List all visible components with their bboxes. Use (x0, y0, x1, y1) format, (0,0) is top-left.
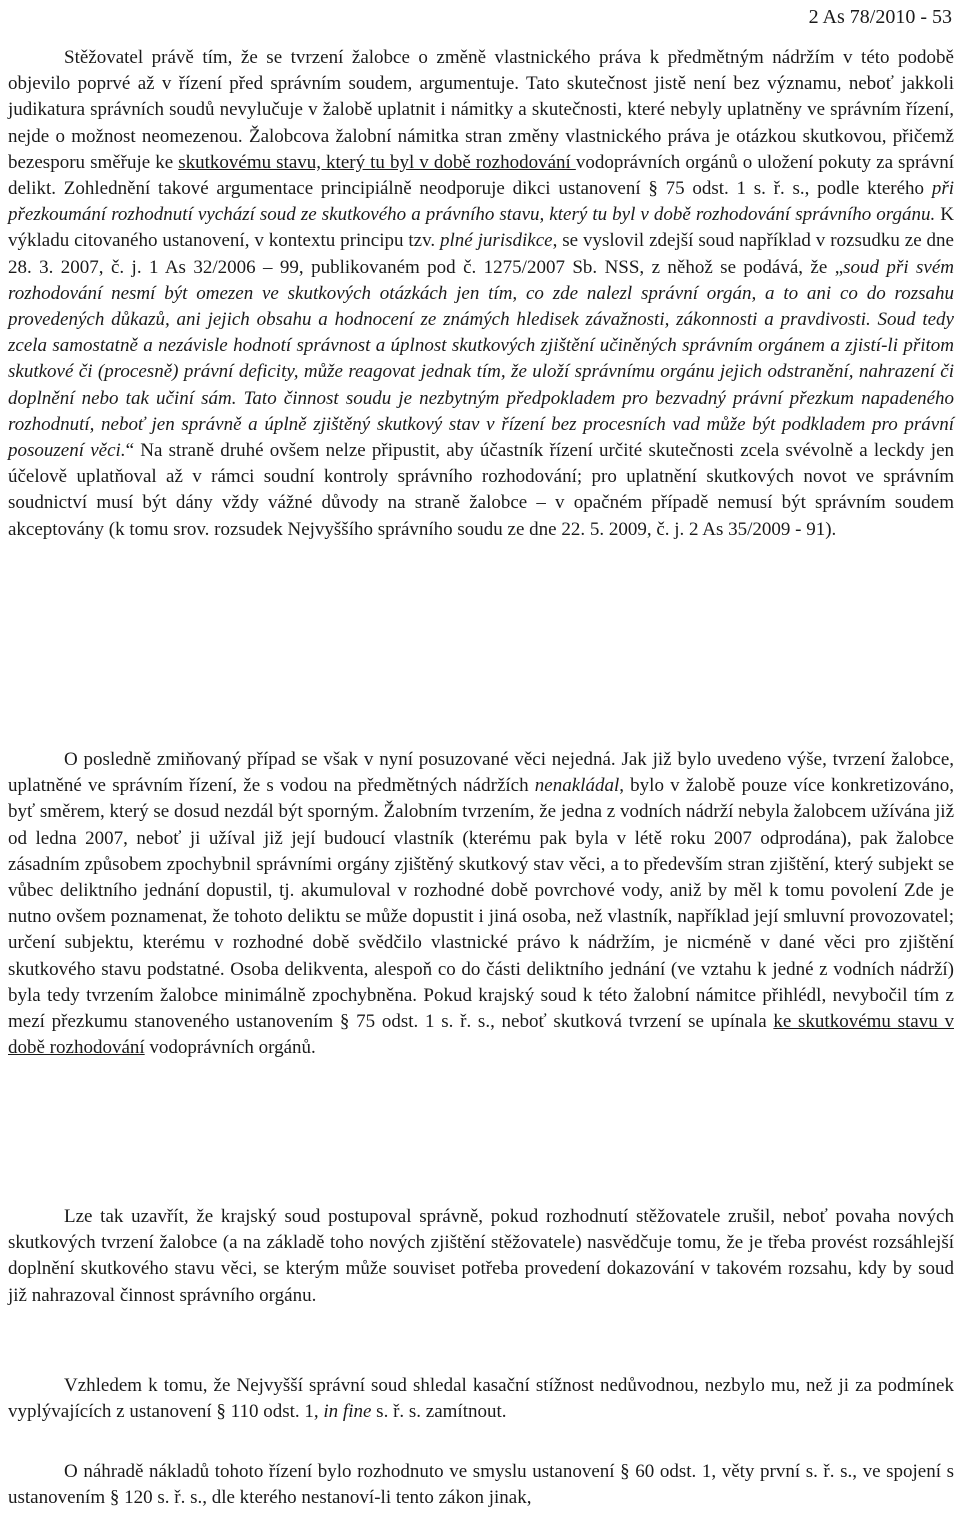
paragraph-2-segment-0: O posledně zmiňovaný případ se však v nyní posuzované věci nejedná. Jak již bylo uvedeno výše, tvrzení žalobce, uplatněné ve správním řízení, že s vodou na předmětných nádržích (8, 749, 954, 797)
paragraph-1-segment-6: , se vyslovil zdejší soud například v rozsudku ze dne 28. 3. 2007, č. j. 1 As 32/2006 – 99, publikovaném pod č. 1275/2007 Sb. NSS, z něhož se podává, že „ (8, 230, 954, 278)
paragraph-1-segment-7: soud při svém rozhodování nesmí být omezen ve skutkových otázkách jen tím, co zde nalezl správní orgán, a to ani co do rozsahu provedených důkazů, ani jejich obsahu a hodnocení ze známých hledisek závažnosti, zákonnosti a pravdivosti. Soud tedy zcela samostatně a nezávisle hodnotí správnost a úplnost skutkových zjištění učiněných správním orgánem a zjistí-li přitom skutkové či (procesně) právní deficity, může reagovat jednak tím, že uloží správnímu orgánu jejich odstranění, nahrazení či doplnění nebo tak učiní sám. Tato činnost soudu je nezbytným předpokladem pro bezvadný právní přezkum napadeného rozhodnutí, neboť jen správně a úplně zjištěný skutkový stav v řízení bez procesních vad může být podkladem pro právní posouzení věci. (8, 256, 954, 462)
paragraph-2 (8, 747, 954, 1061)
paragraph-3 (8, 1204, 954, 1309)
paragraph-4-segment-1: in fine (323, 1401, 372, 1423)
paragraph-2-segment-1: nenakládal (534, 775, 620, 797)
case-number-header: 2 As 78/2010 - 53 (808, 6, 952, 28)
paragraph-2-segment-3: ke skutkovému stavu v době rozhodování (8, 1011, 954, 1059)
paragraph-1 (8, 45, 954, 543)
paragraph-1-segment-8: “ Na straně druhé ovšem nelze připustit, aby účastník řízení určité skutečnosti zcela svévolně a leckdy jen účelově uplatňoval až v rámci soudní kontroly správního rozhodování; pro uplatnění skutkových novot ve správním soudnictví musí být dány vždy vážné důvody na straně žalobce – v opačném případě nemusí být správním soudem akceptovány (k tomu srov. rozsudek Nejvyššího správního soudu ze dne 22. 5. 2009, č. j. 2 As 35/2009 - 91). (8, 440, 954, 540)
paragraph-2-segment-4: vodoprávních orgánů. (144, 1037, 316, 1059)
paragraph-1-segment-0: Stěžovatel právě tím, že se tvrzení žalobce o změně vlastnického práva k předmětným nádržím v této podobě objevilo poprvé až v řízení před správním soudem, argumentuje. Tato skutečnost jistě není bez významu, neboť jakkoli judikatura správních soudů nevylučuje v žalobě uplatnit i námitky a skutečnosti, které nebyly uplatněny ve správním řízení, nejde o možnost neomezenou. Žalobcova žalobní námitka stran změny vlastnického práva je otázkou skutkovou, přičemž bezesporu směřuje ke (8, 47, 954, 173)
paragraph-1-segment-2: vodoprávních orgánů o uložení pokuty za správní delikt. Zohlednění takové argumentace principiálně neodporuje dikci ustanovení § 75 odst. 1 s. ř. s., podle kterého (8, 151, 954, 200)
paragraph-2-segment-2: , bylo v žalobě pouze více konkretizováno, byť směrem, který se dosud nezdál být sporným. Žalobním tvrzením, že jedna z vodních nádrží nebyla žalobcem užívána již od ledna 2007, neboť ji užíval již její budoucí vlastník (kterému pak byla v létě roku 2007 odprodána), pak žalobce zásadním způsobem zpochybnil správními orgány zjištěný skutkový stav věci, a to především stran zjištění, který subjekt se vůbec deliktního jednání dopustil, tj. akumuloval v rozhodné době povrchové vody, aniž by měl k tomu povolení Zde je nutno ovšem poznamenat, že tohoto deliktu se může dopustit i jiná osoba, než vlastník, například její smluvní provozovatel; určení subjektu, kterému v rozhodné době svědčilo vlastnické právo k nádržím, je nicméně v dané věci pro zjištění skutkového stavu podstatné. Osoba delikventa, alespoň co do části deliktního jednání (ve vztahu k jedné z vodních nádrží) byla tedy tvrzením žalobce minimálně zpochybněna. Pokud krajský soud k této žalobní námitce přihlédl, nevybočil tím z mezí přezkumu stanoveného ustanovením § 75 odst. 1 s. ř. s., neboť skutková tvrzení se upínala (8, 775, 954, 1033)
paragraph-4-segment-0: Vzhledem k tomu, že Nejvyšší správní soud shledal kasační stížnost nedůvodnou, nezbylo mu, než ji za podmínek vyplývajících z ustanovení § 110 odst. 1, (8, 1375, 954, 1423)
paragraph-1-segment-4: K výkladu citovaného ustanovení, v kontextu principu tzv. (8, 204, 954, 252)
paragraph-1-segment-3: při přezkoumání rozhodnutí vychází soud ze skutkového a právního stavu, který tu byl v době rozhodování správního orgánu. (8, 178, 954, 226)
paragraph-4-segment-2: s. ř. s. zamítnout. (371, 1401, 507, 1423)
paragraph-4 (8, 1373, 954, 1425)
paragraph-5 (8, 1459, 954, 1511)
paragraph-1-segment-1: skutkovému stavu, který tu byl v době rozhodování (178, 151, 576, 173)
paragraph-5-segment-0: O náhradě nákladů tohoto řízení bylo rozhodnuto ve smyslu ustanovení § 60 odst. 1, věty první s. ř. s., ve spojení s ustanovením § 120 s. ř. s., dle kterého nestanoví-li tento zákon jinak, (8, 1461, 954, 1509)
paragraph-1-segment-5: plné jurisdikce (440, 230, 553, 252)
paragraph-3-segment-0: Lze tak uzavřít, že krajský soud postupoval správně, pokud rozhodnutí stěžovatele zrušil, neboť povaha nových skutkových tvrzení žalobce (a na základě toho nových zjištění stěžovatele) nasvědčuje tomu, že je třeba provést rozsáhlejší doplnění skutkového stavu věci, se kterým může souviset potřeba provedení dokazování v takovém rozsahu, kdy by soud již nahrazoval činnost správního orgánu. (8, 1206, 954, 1306)
